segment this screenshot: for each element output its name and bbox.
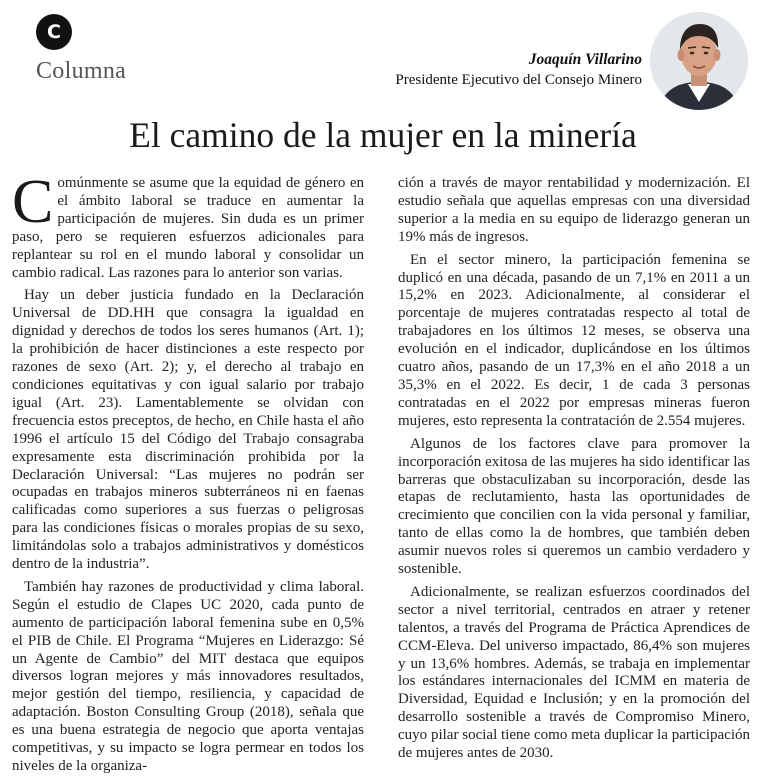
- author-portrait-image: [650, 12, 748, 110]
- article-column-left: [12, 168, 364, 781]
- section-label: Columna: [36, 58, 127, 84]
- author-name: Joaquín Villarino: [528, 51, 642, 68]
- column-badge: C: [36, 14, 72, 50]
- paragraph-7: Adicionalmente, se realizan esfuerzos coordinados del sector a nivel territorial, centrados en atraer y retener talentos, a través del Programa de Práctica Aprendices de CCM-Eleva. Del universo impactado, 86,4% son mujeres y un 13,6% hombres. Además, se trabaja en implementar los estándares internacionales del ICMM en materia de Diversidad, Equidad e Inclusión; y en la promoción del desarrollo sostenible a través de Compromiso Minero, cuyo pilar social tiene como meta duplicar la participación de mujeres antes de 2030.: [398, 583, 750, 762]
- paragraph-4: ción a través de mayor rentabilidad y modernización. El estudio señala que aquellas empresas con una diversidad superior a la media en su equipo de liderazgo generan un 19% más de ingresos.: [398, 175, 750, 245]
- paragraph-6: Algunos de los factores clave para promover la incorporación exitosa de las mujeres ha sido identificar las barreras que obstaculizaban su incorporación, desde las etapas de reclutamiento, hasta las oportunidades de crecimiento que concilien con la vida personal y familiar, tanto de ellas como la de hombres, que también deben asumir nuevos roles si queremos un cambio verdadero y sostenible.: [398, 435, 750, 578]
- author-role: Presidente Ejecutivo del Consejo Minero: [395, 72, 642, 88]
- article-column-right: [398, 175, 750, 768]
- paragraph-5: En el sector minero, la participación femenina se duplicó en una década, pasando de un 7,1% en 2011 a un 15,2% en 2023. Adicionalmente, al considerar el porcentaje de mujeres contratadas respecto al total de trabajadores en los últimos 12 meses, se observa una evolución en el indicador, duplicándose en los últimos cuatro años, pasando de un 17,3% en el año 2018 a un 35,3% en el 2022. Es decir, 1 de cada 3 personas contratadas en el 2022 por empresas mineras fueron mujeres, esto representa la contratación de 2.554 mujeres.: [398, 251, 750, 429]
- author-block: [395, 50, 642, 90]
- paragraph-1-text: omúnmente se asume que la equidad de género en el ámbito laboral se traduce en aumentar la participación de mujeres. Sin duda es un primer paso, pero se requieren esfuerzos adicionales para replantear su rol en el mundo laboral y consolidar un cambio radical. Las razones para lo anterior son varias.: [12, 175, 364, 281]
- author-photo: [650, 12, 748, 110]
- paragraph-2: Hay un deber justicia fundado en la Declaración Universal de DD.HH que consagra la igualdad en dignidad y derechos de todos los seres humanos (Art. 1); la prohibición de hacer distinciones a este respecto por razones de sexo (Art. 2); y, el derecho al trabajo en condiciones equitativas y con igual salario por trabajo igual (Art. 23). Lamentablemente se olvidan con frecuencia estos preceptos, de hecho, en Chile hasta el año 1996 el artículo 15 del Código del Trabajo consagraba expresamente esta discriminación prohibida por la Declaración Universal: “Las mujeres no podrán ser ocupadas en trabajos mineros subterráneos ni en faenas calificadas como superiores a sus fuerzas o peligrosas para las condiciones físicas o morales propias de su sexo, limitándolas solo a trabajos administrativos y domésticos dentro de la industria”.: [12, 287, 364, 573]
- paragraph-3: También hay razones de productividad y clima laboral. Según el estudio de Clapes UC 2020, cada punto de aumento de participación laboral femenina sube en 0,5% el PIB de Chile. El Programa “Mujeres en Liderazgo: Sé un Agente de Cambio” del MIT destaca que equipos diversos logran mejores y más innovadores resultados, mejor gestión del tiempo, resiliencia, y capacidad de adaptación. Boston Consulting Group (2018), señala que es una buena estrategia de negocio que aporta ventajas competitivas, y su impacto se logra permear en todos los niveles de la organiza-: [12, 578, 364, 774]
- drop-cap: C: [12, 168, 54, 236]
- paragraph-1: [12, 168, 364, 282]
- article-title: El camino de la mujer en la minería: [129, 115, 637, 155]
